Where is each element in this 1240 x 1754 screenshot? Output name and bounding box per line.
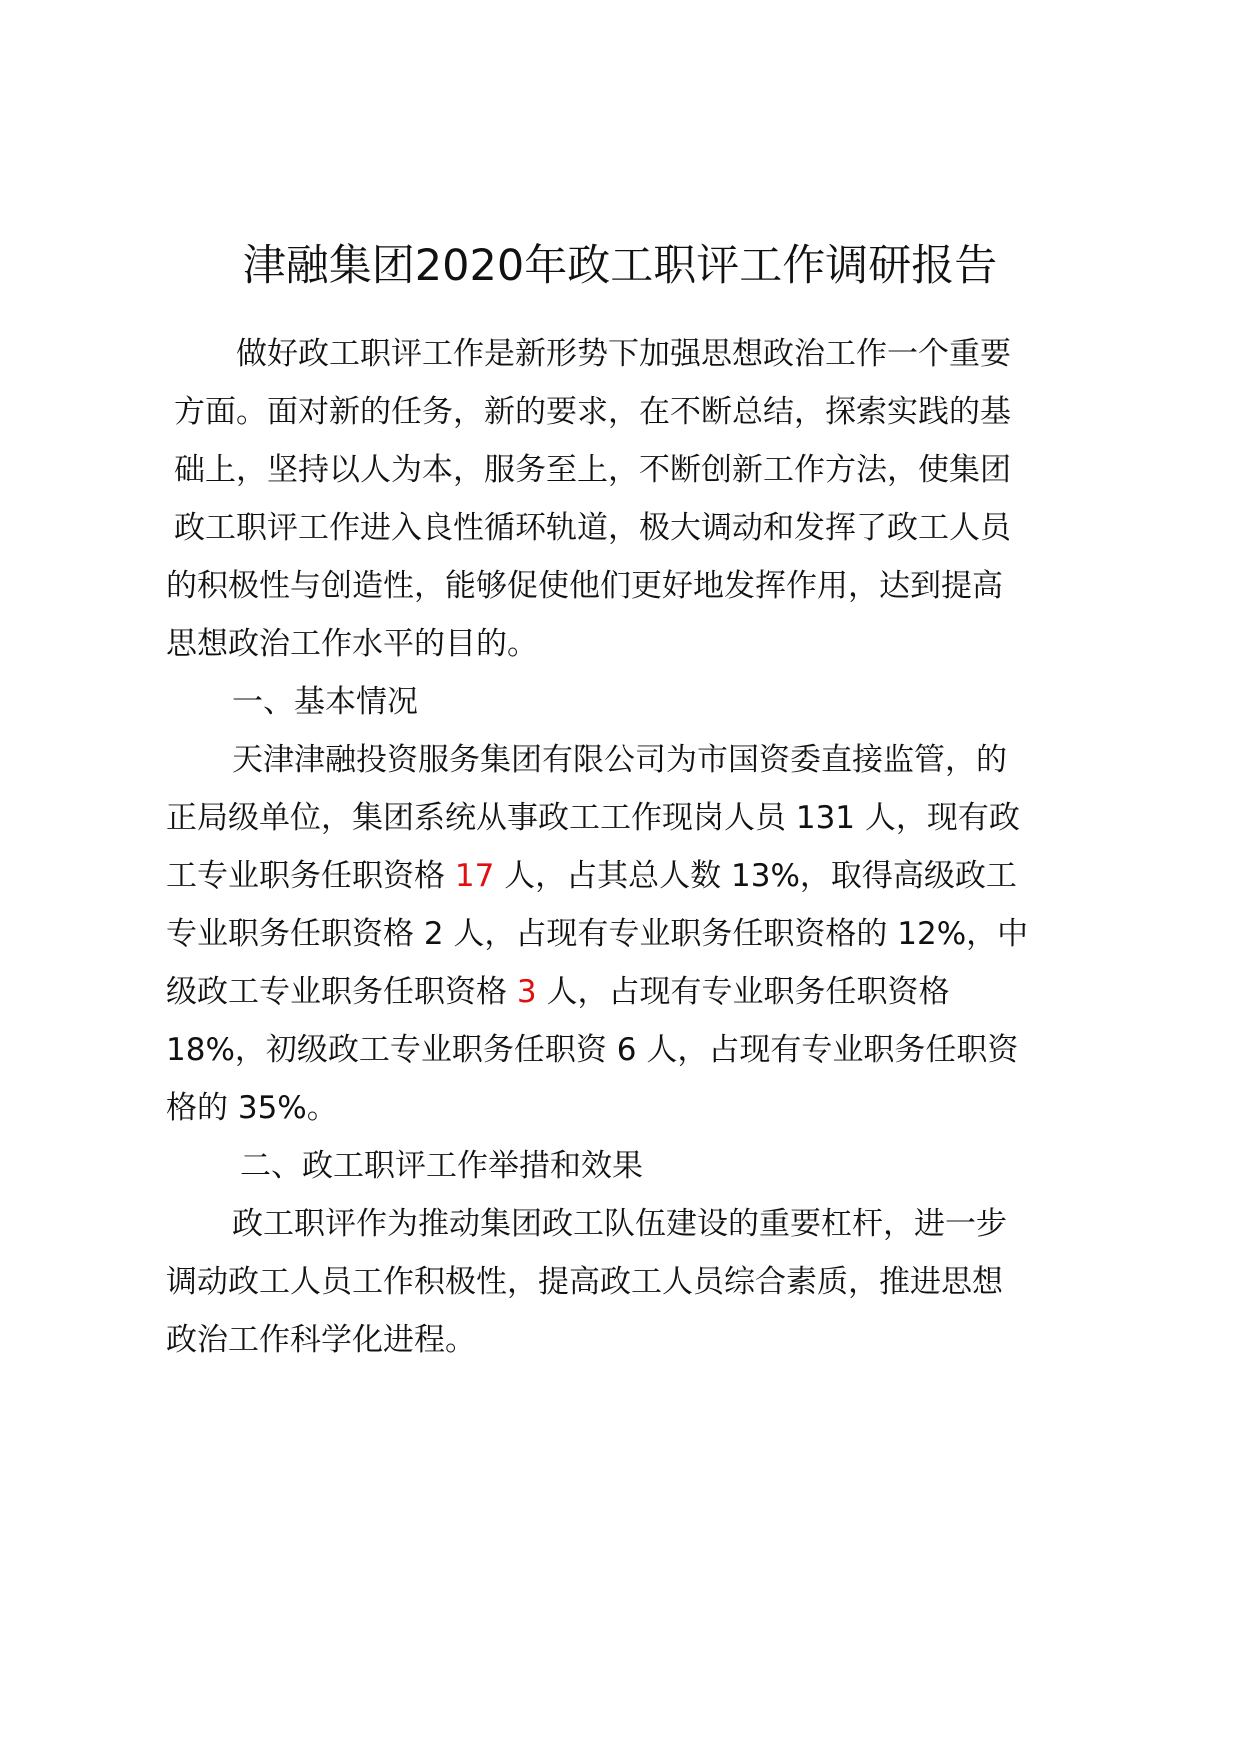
section1-line: 格的 35%。 [166, 1090, 338, 1126]
section-heading-measures-effects: 二、政工职评工作举措和效果 [240, 1148, 643, 1184]
section1-text: 工专业职务任职资格 [166, 858, 455, 894]
section2-line: 调动政工人员工作积极性，提高政工人员综合素质，推进思想 [166, 1264, 1003, 1300]
intro-line: 的积极性与创造性，能够促使他们更好地发挥作用，达到提高 [166, 568, 1003, 604]
intro-line: 政工职评工作进入良性循环轨道，极大调动和发挥了政工人员 [174, 510, 1011, 546]
intro-line: 做好政工职评工作是新形势下加强思想政治工作一个重要 [236, 336, 1011, 372]
section1-text: 人，占其总人数 13%，取得高级政工 [494, 858, 1017, 894]
section1-line [166, 854, 1017, 898]
section-heading-basic-situation: 一、基本情况 [232, 684, 418, 720]
section1-text: 级政工专业职务任职资格 [166, 974, 517, 1010]
section1-line: 天津津融投资服务集团有限公司为市国资委直接监管，的 [232, 742, 1007, 778]
intro-line: 方面。面对新的任务，新的要求，在不断总结，探索实践的基 [174, 394, 1011, 430]
document-title: 津融集团2020年政工职评工作调研报告 [242, 241, 998, 291]
section1-text: 人，占现有专业职务任职资格 [536, 974, 950, 1010]
section2-line: 政工职评作为推动集团政工队伍建设的重要杠杆，进一步 [232, 1206, 1007, 1242]
section1-line [166, 970, 949, 1014]
intro-line: 思想政治工作水平的目的。 [166, 626, 538, 662]
highlighted-number: 17 [454, 858, 495, 894]
section1-line: 18%，初级政工专业职务任职资 6 人，占现有专业职务任职资 [166, 1032, 1019, 1068]
intro-line: 础上，坚持以人为本，服务至上，不断创新工作方法，使集团 [174, 452, 1011, 488]
section1-line: 专业职务任职资格 2 人，占现有专业职务任职资格的 12%，中 [166, 916, 1029, 952]
highlighted-number: 3 [516, 974, 537, 1010]
section2-line: 政治工作科学化进程。 [166, 1322, 476, 1358]
section1-line: 正局级单位，集团系统从事政工工作现岗人员 131 人，现有政 [166, 800, 1020, 836]
